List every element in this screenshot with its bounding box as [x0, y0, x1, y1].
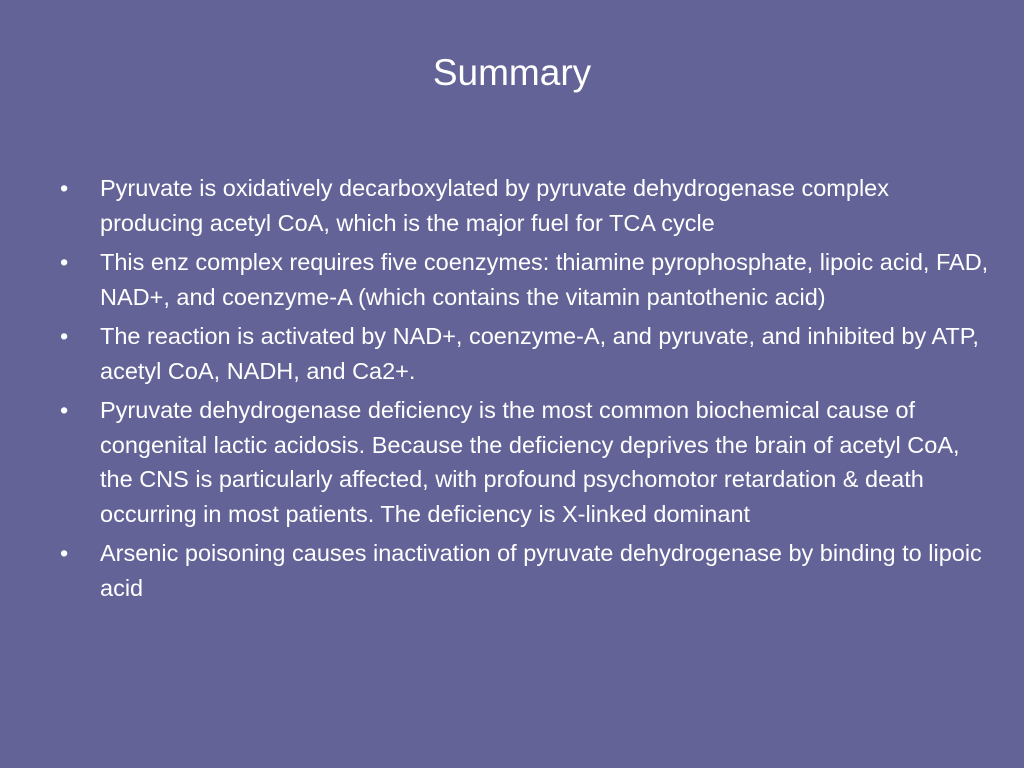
- bullet-text: This enz complex requires five coenzymes: thiamine pyrophosphate, lipoic acid, FAD, NAD+, and coenzyme-A (which contains the vitamin pantothenic acid): [100, 249, 989, 310]
- bullet-marker: •: [60, 249, 69, 275]
- bullet-item: [58, 171, 993, 240]
- bullet-text: Arsenic poisoning causes inactivation of pyruvate dehydrogenase by binding to lipoic acid: [100, 540, 982, 601]
- bullet-marker: •: [60, 540, 69, 566]
- slide-title: Summary: [432, 52, 592, 93]
- bullet-text: The reaction is activated by NAD+, coenzyme-A, and pyruvate, and inhibited by ATP, acetyl CoA, NADH, and Ca2+.: [100, 323, 979, 384]
- bullet-marker: •: [60, 397, 69, 423]
- bullet-list: [58, 171, 993, 610]
- bullet-item: [58, 245, 993, 314]
- bullet-item: [58, 393, 993, 531]
- bullet-marker: •: [60, 175, 69, 201]
- bullet-item: [58, 536, 993, 605]
- bullet-marker: •: [60, 323, 69, 349]
- bullet-item: [58, 319, 993, 388]
- bullet-text: Pyruvate dehydrogenase deficiency is the most common biochemical cause of congenital lactic acidosis. Because the deficiency deprives the brain of acetyl CoA, the CNS is particularly affected, with profound psychomotor retardation & death occurring in most patients. The deficiency is X-linked dominant: [100, 397, 960, 527]
- bullet-text: Pyruvate is oxidatively decarboxylated by pyruvate dehydrogenase complex producing acetyl CoA, which is the major fuel for TCA cycle: [100, 175, 889, 236]
